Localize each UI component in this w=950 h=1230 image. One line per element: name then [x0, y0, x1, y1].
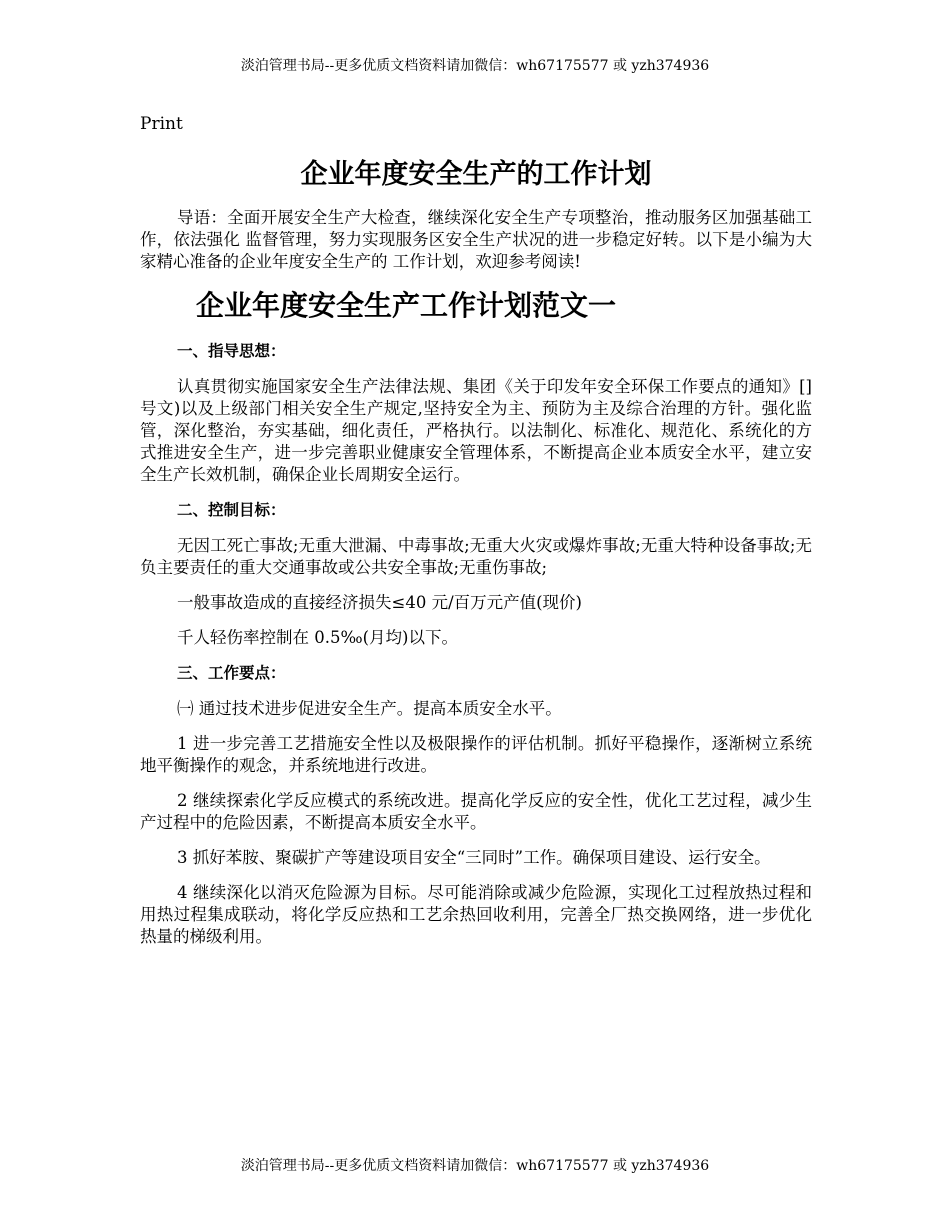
work-point-3: 3 抓好苯胺、聚碳扩产等建设项目安全“三同时”工作。确保项目建设、运行安全。 [177, 848, 771, 867]
document-body [140, 155, 812, 961]
work-point-2: 2 继续探索化学反应模式的系统改进。提高化学反应的安全性，优化工艺过程，减少生产过程中的危险因素，不断提高本质安全水平。 [140, 791, 812, 832]
section-heading-guiding: 一、指导思想： [177, 342, 286, 360]
work-point-0: ㈠ 通过技术进步促进安全生产。提高本质安全水平。 [177, 699, 562, 718]
targets-paragraph-3: 千人轻伤率控制在 0.5‰(月均)以下。 [177, 628, 458, 647]
section-heading-work-points: 三、工作要点： [177, 664, 286, 682]
targets-paragraph-2: 一般事故造成的直接经济损失≤40 元/百万元产值(现价) [177, 593, 582, 612]
section-heading-targets: 二、控制目标： [177, 501, 286, 519]
guiding-paragraph: 认真贯彻实施国家安全生产法律法规、集团《关于印发年安全环保工作要点的通知》[]号文)以及上级部门相关安全生产规定,坚持安全为主、预防为主及综合治理的方针。强化监管，深化整治，夯实基础，细化责任，严格执行。以法制化、标准化、规范化、系统化的方式推进安全生产，进一步完善职业健康安全管理体系，不断提高企业本质安全水平，建立安全生产长效机制，确保企业长周期安全运行。 [140, 377, 812, 484]
print-label: Print [140, 114, 183, 134]
document-title: 企业年度安全生产的工作计划 [300, 159, 652, 190]
targets-paragraph-1: 无因工死亡事故;无重大泄漏、中毒事故;无重大火灾或爆炸事故;无重大特种设备事故;无负主要责任的重大交通事故或公共安全事故;无重伤事故; [140, 536, 812, 577]
intro-paragraph: 导语：全面开展安全生产大检查，继续深化安全生产专项整治，推动服务区加强基础工作，依法强化 监督管理，努力实现服务区安全生产状况的进一步稳定好转。以下是小编为大家精心准备的企业年度安全生产的 工作计划，欢迎参考阅读! [140, 208, 812, 271]
work-point-4: 4 继续深化以消灭危险源为目标。尽可能消除或减少危险源，实现化工过程放热过程和用热过程集成联动，将化学反应热和工艺余热回收利用，完善全厂热交换网络，进一步优化热量的梯级利用。 [140, 883, 812, 946]
page-footer: 淡泊管理书局--更多优质文档资料请加微信：wh67175577 或 yzh374936 [240, 1158, 710, 1174]
section-subtitle: 企业年度安全生产工作计划范文一 [196, 289, 617, 322]
work-point-1: 1 进一步完善工艺措施安全性以及极限操作的评估机制。抓好平稳操作，逐渐树立系统地平衡操作的观念，并系统地进行改进。 [140, 734, 812, 775]
page-header: 淡泊管理书局--更多优质文档资料请加微信：wh67175577 或 yzh374936 [240, 58, 710, 74]
